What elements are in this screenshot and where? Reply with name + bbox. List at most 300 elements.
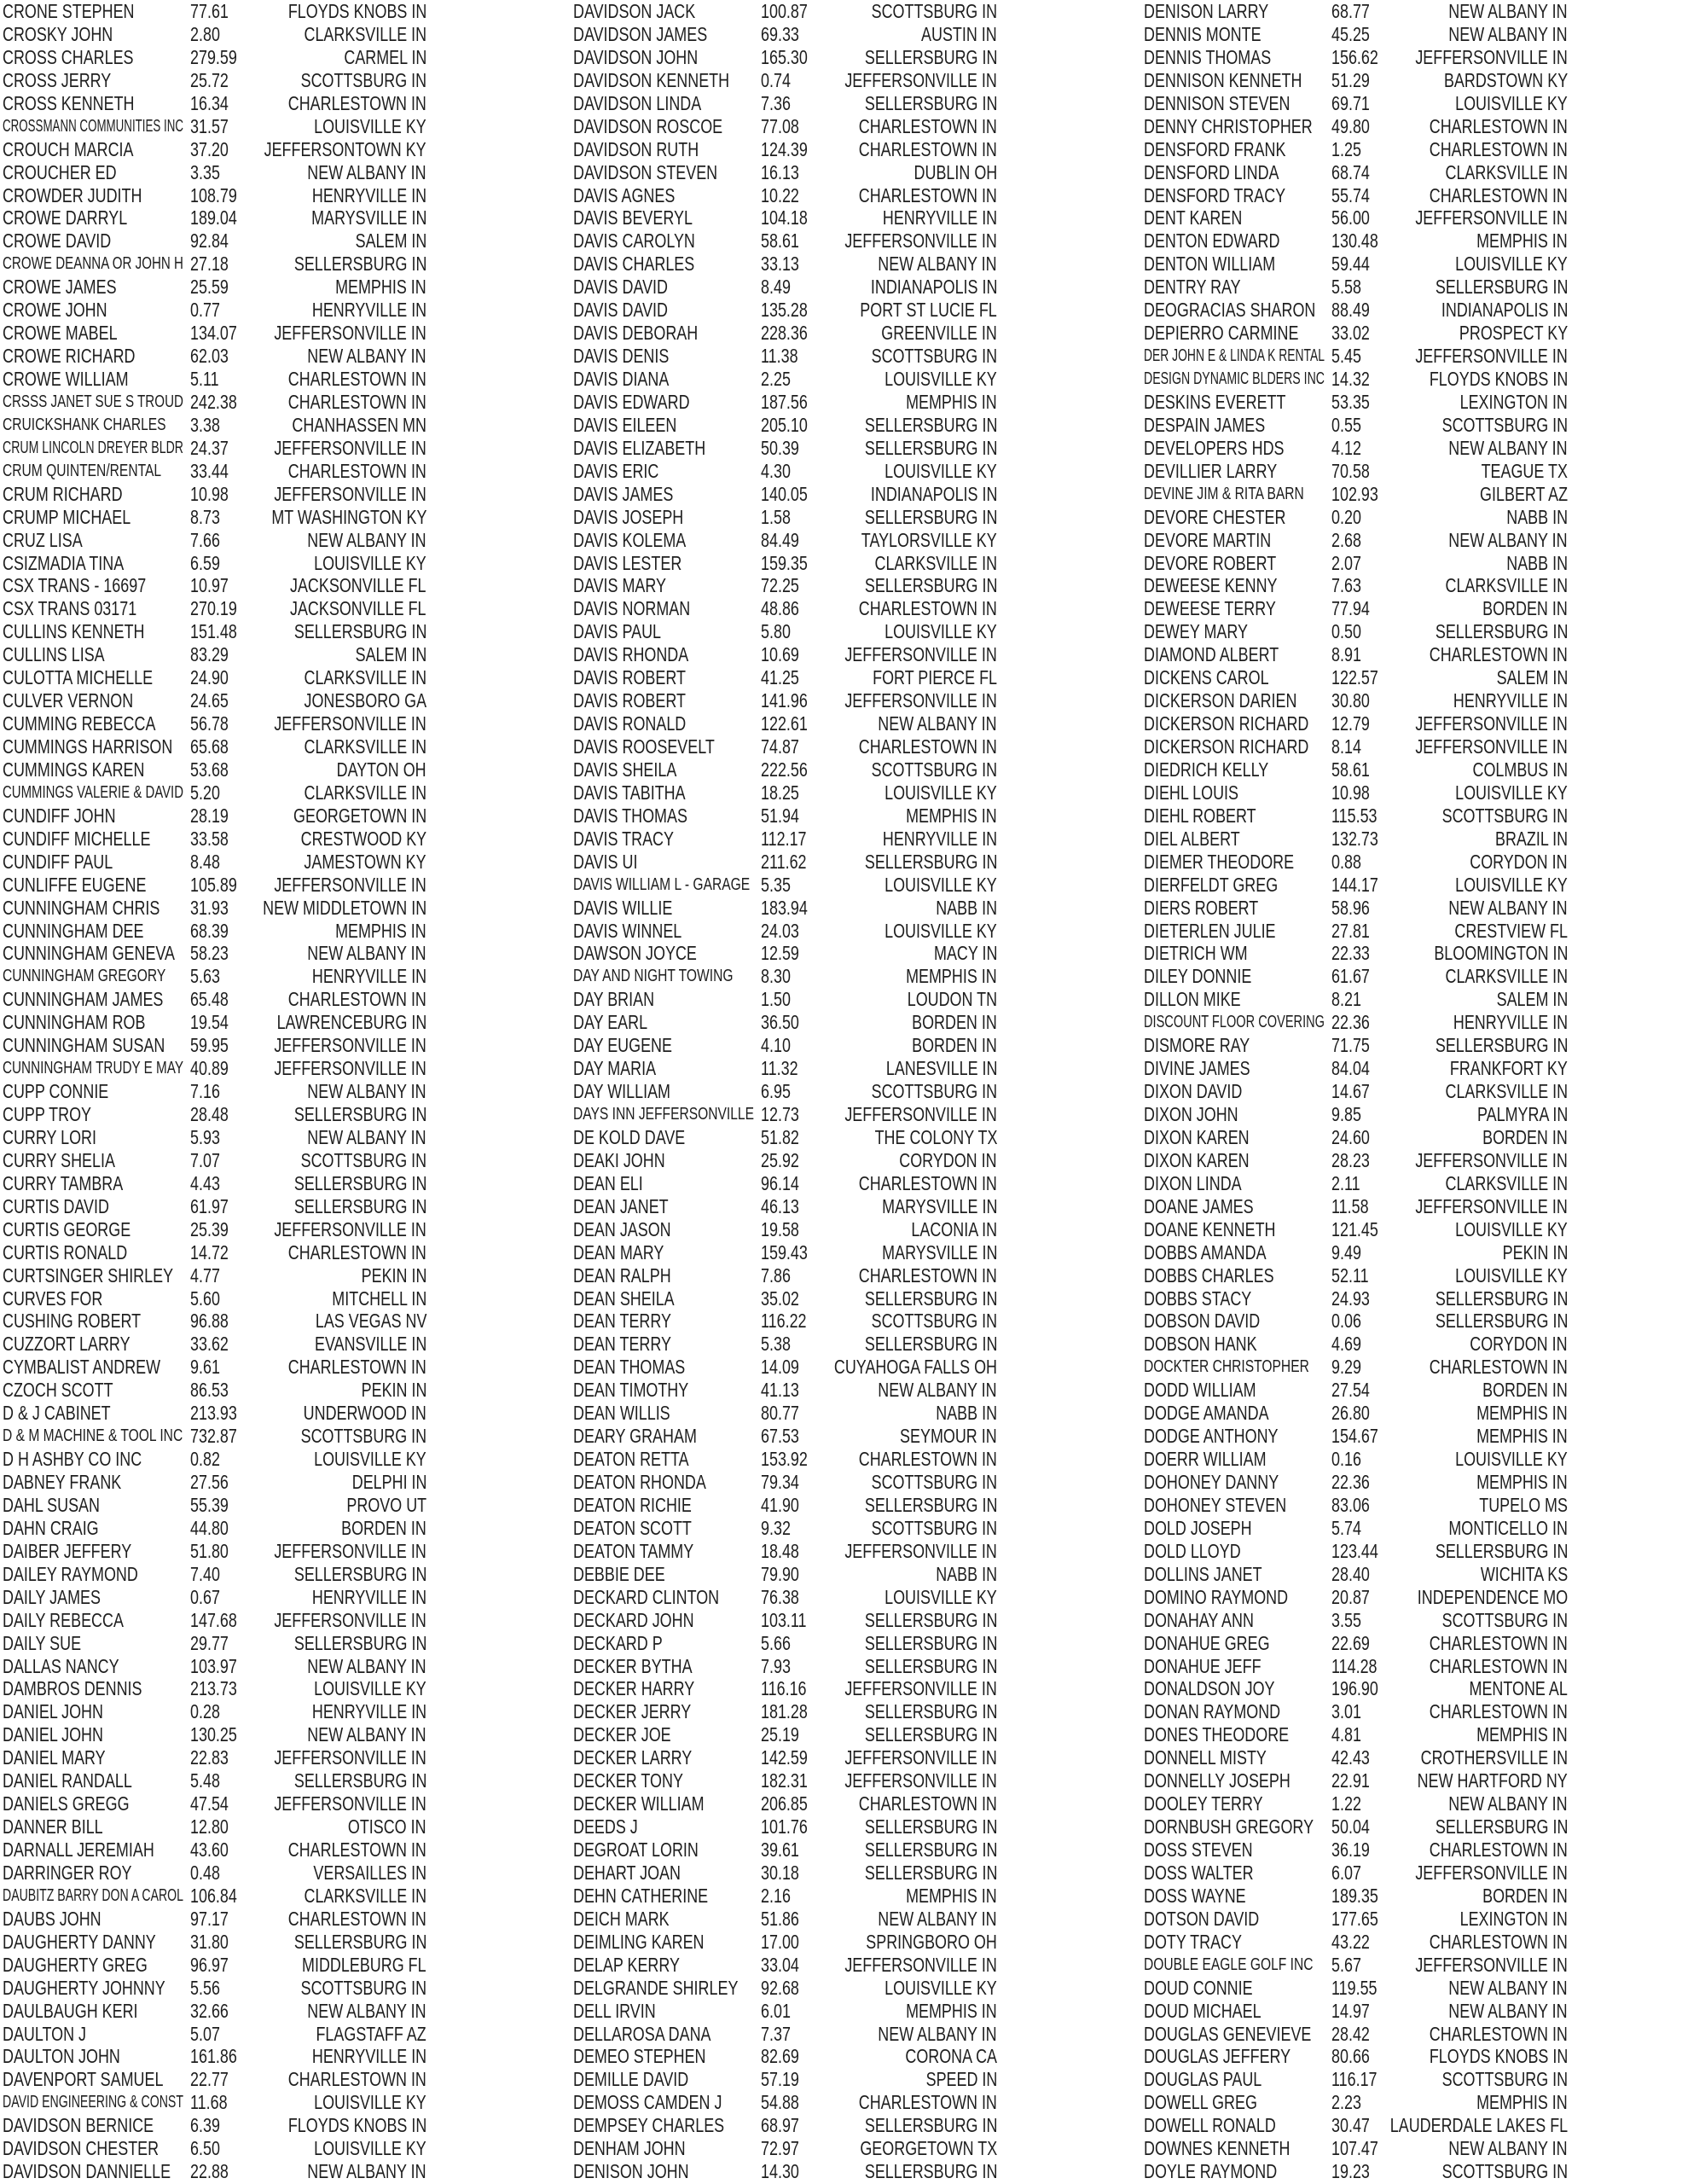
owner-name: DODD WILLIAM <box>1144 1379 1256 1402</box>
amount-value: 8.49 <box>761 276 791 299</box>
city-state: SCOTTSBURG IN <box>1441 2068 1568 2091</box>
owner-name: DEVELOPERS HDS <box>1144 436 1285 459</box>
city-state: CHANHASSEN MN <box>292 413 426 436</box>
list-item <box>573 597 997 620</box>
list-item <box>3 1218 426 1241</box>
amount-value: 58.61 <box>761 229 799 253</box>
amount-value: 5.35 <box>761 873 791 896</box>
amount-value: 58.61 <box>1331 758 1370 781</box>
amount-value: 123.44 <box>1331 1539 1378 1562</box>
list-item <box>573 529 997 552</box>
amount-value: 183.94 <box>761 896 808 919</box>
list-item <box>3 988 426 1011</box>
list-item <box>573 758 997 781</box>
amount-value: 39.61 <box>761 1838 799 1861</box>
city-state: UNDERWOOD IN <box>303 1402 426 1425</box>
list-item <box>1144 1080 1568 1103</box>
owner-name: DAVIS BEVERYL <box>573 206 693 229</box>
amount-value: 151.48 <box>190 620 237 643</box>
list-item <box>1144 988 1568 1011</box>
city-state: SELLERSBURG IN <box>293 1194 426 1217</box>
amount-value: 5.63 <box>190 965 220 988</box>
amount-value: 108.79 <box>190 183 237 206</box>
city-state: LEXINGTON IN <box>1459 1907 1568 1930</box>
list-item <box>1144 1218 1568 1241</box>
list-item <box>3 483 426 506</box>
owner-name: DAUGHERTY DANNY <box>3 1930 156 1953</box>
list-item <box>573 276 997 299</box>
list-item <box>1144 1103 1568 1126</box>
city-state: CHARLESTOWN IN <box>858 137 997 160</box>
amount-value: 5.07 <box>190 2022 220 2045</box>
city-state: SELLERSBURG IN <box>293 1562 426 1585</box>
owner-name: DECKER TONY <box>573 1769 683 1792</box>
owner-name: DIETERLEN JULIE <box>1144 919 1276 942</box>
list-item <box>1144 2068 1568 2091</box>
amount-value: 116.17 <box>1331 2068 1378 2091</box>
owner-name: DENNISON STEVEN <box>1144 91 1290 114</box>
amount-value: 9.29 <box>1331 1356 1361 1379</box>
amount-value: 16.13 <box>761 160 799 183</box>
list-item <box>3 1838 426 1862</box>
owner-name: DOLD JOSEPH <box>1144 1516 1252 1539</box>
list-item <box>3 920 426 943</box>
city-state: SELLERSBURG IN <box>864 1723 997 1746</box>
city-state: CORYDON IN <box>1470 850 1568 873</box>
list-item <box>573 483 997 506</box>
city-state: JEFFERSONVILLE IN <box>274 1746 426 1769</box>
city-state: PROSPECT KY <box>1459 322 1568 345</box>
city-state: VERSAILLES IN <box>313 1861 426 1884</box>
amount-value: 7.16 <box>190 1080 220 1103</box>
list-item <box>1144 1769 1568 1792</box>
list-item <box>573 1080 997 1103</box>
amount-value: 0.77 <box>190 299 220 322</box>
amount-value: 0.16 <box>1331 1448 1361 1471</box>
owner-name: DEMOSS CAMDEN J <box>573 2091 722 2114</box>
city-state: MARYSVILLE IN <box>881 1240 997 1263</box>
amount-value: 7.93 <box>761 1654 791 1677</box>
amount-value: 114.28 <box>1331 1654 1378 1677</box>
city-state: MT WASHINGTON KY <box>270 505 426 528</box>
owner-name: DIXON KAREN <box>1144 1148 1250 1171</box>
list-item <box>1144 2114 1568 2137</box>
city-state: LEXINGTON IN <box>1459 390 1568 413</box>
amount-value: 206.85 <box>761 1792 808 1815</box>
city-state: MONTICELLO IN <box>1448 1516 1568 1539</box>
amount-value: 59.95 <box>190 1034 229 1057</box>
city-state: SCOTTSBURG IN <box>871 0 997 22</box>
owner-name: DEMILLE DAVID <box>573 2068 689 2091</box>
list-item <box>1144 161 1568 184</box>
owner-name: DAVIS DEBORAH <box>573 322 699 345</box>
list-item <box>3 1746 426 1769</box>
amount-value: 122.57 <box>1331 666 1378 689</box>
owner-name: DEAN JANET <box>573 1194 669 1217</box>
list-item <box>1144 1609 1568 1632</box>
owner-name: DAVIS JAMES <box>573 482 674 505</box>
list-item <box>3 345 426 368</box>
list-item <box>1144 1264 1568 1287</box>
city-state: INDIANAPOLIS IN <box>870 482 997 505</box>
owner-name: DAY EUGENE <box>573 1034 672 1057</box>
list-item <box>3 2045 426 2068</box>
list-item <box>1144 2160 1568 2183</box>
owner-name: DAVIDSON JAMES <box>573 22 708 45</box>
city-state: SCOTTSBURG IN <box>300 1425 426 1448</box>
list-item <box>573 666 997 689</box>
list-item <box>1144 1126 1568 1149</box>
owner-name: DOBBS CHARLES <box>1144 1263 1274 1287</box>
city-state: JEFFERSONVILLE IN <box>1415 1861 1568 1884</box>
list-item <box>573 1792 997 1815</box>
amount-value: 68.74 <box>1331 160 1370 183</box>
list-item <box>573 391 997 414</box>
amount-value: 19.58 <box>761 1217 799 1240</box>
amount-value: 115.53 <box>1331 804 1378 827</box>
city-state: SELLERSBURG IN <box>293 1171 426 1194</box>
amount-value: 147.68 <box>190 1608 237 1631</box>
city-state: NEW ALBANY IN <box>307 160 426 183</box>
amount-value: 5.66 <box>761 1631 791 1654</box>
list-item <box>573 1195 997 1218</box>
amount-value: 28.40 <box>1331 1562 1370 1585</box>
city-state: SCOTTSBURG IN <box>1441 1608 1568 1631</box>
owner-name: DENSFORD LINDA <box>1144 160 1279 183</box>
city-state: SELLERSBURG IN <box>1435 1034 1568 1057</box>
city-state: JEFFERSONVILLE IN <box>274 1608 426 1631</box>
list-item <box>573 1241 997 1264</box>
amount-value: 33.02 <box>1331 322 1370 345</box>
city-state: CHARLESTOWN IN <box>1429 1838 1568 1861</box>
amount-value: 10.98 <box>1331 781 1370 804</box>
owner-name: DEWEESE TERRY <box>1144 597 1276 620</box>
amount-value: 1.25 <box>1331 137 1361 160</box>
list-item <box>573 1723 997 1746</box>
list-item <box>1144 1746 1568 1769</box>
amount-value: 41.25 <box>761 666 799 689</box>
owner-name: DEMPSEY CHARLES <box>573 2114 725 2137</box>
list-item <box>1144 1632 1568 1655</box>
owner-name: CROWE JOHN <box>3 299 107 322</box>
list-item <box>3 1057 426 1080</box>
owner-name: DENSFORD FRANK <box>1144 137 1286 160</box>
amount-value: 27.54 <box>1331 1379 1370 1402</box>
city-state: JACKSONVILLE FL <box>290 574 426 597</box>
city-state: LOUISVILLE KY <box>884 459 997 482</box>
amount-value: 70.58 <box>1331 459 1370 482</box>
city-state: TAYLORSVILLE KY <box>861 528 997 551</box>
city-state: NABB IN <box>936 896 997 919</box>
owner-name: DAVIS THOMAS <box>573 804 687 827</box>
owner-name: DOERR WILLIAM <box>1144 1448 1267 1471</box>
amount-value: 31.93 <box>190 896 229 919</box>
city-state: CLARKSVILLE IN <box>304 22 426 45</box>
city-state: JEFFERSONVILLE IN <box>274 873 426 896</box>
list-item <box>573 1815 997 1838</box>
owner-name: CROSS JERRY <box>3 68 112 91</box>
owner-name: CUNNINGHAM TRUDY E MAY <box>3 1059 183 1078</box>
list-item <box>3 2091 426 2114</box>
list-item <box>573 161 997 184</box>
owner-name: DELAP KERRY <box>573 1953 680 1976</box>
list-item <box>573 184 997 207</box>
amount-value: 228.36 <box>761 322 808 345</box>
amount-value: 100.87 <box>761 0 808 22</box>
owner-name: DENISON LARRY <box>1144 0 1269 22</box>
list-item <box>573 1448 997 1471</box>
city-state: CLARKSVILLE IN <box>304 1884 426 1907</box>
owner-name: DANIEL RANDALL <box>3 1769 132 1792</box>
owner-name: CUNDIFF MICHELLE <box>3 827 151 850</box>
amount-value: 5.60 <box>190 1287 220 1310</box>
amount-value: 2.80 <box>190 22 220 45</box>
list-item <box>573 897 997 920</box>
amount-value: 8.14 <box>1331 735 1361 758</box>
city-state: SCOTTSBURG IN <box>1441 2160 1568 2183</box>
list-item <box>3 414 426 437</box>
amount-value: 47.54 <box>190 1792 229 1815</box>
city-state: FORT PIERCE FL <box>873 666 997 689</box>
list-item <box>573 1908 997 1931</box>
city-state: NEW ALBANY IN <box>307 942 426 965</box>
owner-name: CURRY SHELIA <box>3 1148 115 1171</box>
city-state: MARYSVILLE IN <box>310 206 426 229</box>
list-item <box>3 2160 426 2183</box>
amount-value: 53.68 <box>190 758 229 781</box>
amount-value: 97.17 <box>190 1907 229 1930</box>
city-state: NEW ALBANY IN <box>307 528 426 551</box>
city-state: LOUISVILLE KY <box>1455 1217 1568 1240</box>
amount-value: 35.02 <box>761 1287 799 1310</box>
city-state: SELLERSBURG IN <box>864 45 997 68</box>
owner-name: DAUBITZ BARRY DON A CAROL <box>3 1885 184 1905</box>
list-item <box>3 1885 426 1908</box>
amount-value: 4.81 <box>1331 1723 1361 1746</box>
amount-value: 25.92 <box>761 1148 799 1171</box>
list-item <box>3 804 426 828</box>
city-state: SELLERSBURG IN <box>864 1815 997 1838</box>
city-state: JEFFERSONVILLE IN <box>274 1034 426 1057</box>
city-state: CHARLESTOWN IN <box>1429 137 1568 160</box>
amount-value: 28.23 <box>1331 1148 1370 1171</box>
city-state: CHARLESTOWN IN <box>287 2068 426 2091</box>
amount-value: 2.07 <box>1331 551 1361 574</box>
amount-value: 28.42 <box>1331 2022 1370 2045</box>
amount-value: 67.53 <box>761 1425 799 1448</box>
city-state: CHARLESTOWN IN <box>858 1792 997 1815</box>
city-state: SCOTTSBURG IN <box>871 1516 997 1539</box>
owner-name: DECKARD CLINTON <box>573 1585 720 1608</box>
amount-value: 5.20 <box>190 781 220 804</box>
city-state: CUYAHOGA FALLS OH <box>833 1356 997 1379</box>
owner-name: CRUMP MICHAEL <box>3 505 131 528</box>
list-item <box>3 2068 426 2091</box>
owner-name: DECKER WILLIAM <box>573 1792 705 1815</box>
city-state: TUPELO MS <box>1479 1493 1568 1516</box>
list-item <box>1144 1448 1568 1471</box>
amount-value: 77.61 <box>190 0 229 22</box>
city-state: JACKSONVILLE FL <box>290 597 426 620</box>
owner-name: DEAN ELI <box>573 1171 643 1194</box>
city-state: NEW ALBANY IN <box>878 1907 997 1930</box>
list-item <box>3 1402 426 1425</box>
amount-value: 0.50 <box>1331 620 1361 643</box>
amount-value: 22.91 <box>1331 1769 1370 1792</box>
list-item <box>573 874 997 897</box>
list-item <box>573 1931 997 1954</box>
amount-value: 270.19 <box>190 597 237 620</box>
amount-value: 106.84 <box>190 1884 237 1907</box>
list-item <box>573 115 997 138</box>
list-item <box>3 689 426 712</box>
list-item <box>573 1333 997 1356</box>
city-state: NEW ALBANY IN <box>878 1379 997 1402</box>
amount-value: 19.54 <box>190 1011 229 1034</box>
amount-value: 22.36 <box>1331 1011 1370 1034</box>
owner-name: DAULTON J <box>3 2022 87 2045</box>
owner-name: DIEMER THEODORE <box>1144 850 1295 873</box>
city-state: CHARLESTOWN IN <box>287 390 426 413</box>
amount-value: 51.94 <box>761 804 799 827</box>
owner-name: DAVIS EDWARD <box>573 390 690 413</box>
list-item <box>1144 1195 1568 1218</box>
list-item <box>573 1126 997 1149</box>
city-state: SCOTTSBURG IN <box>300 68 426 91</box>
amount-value: 205.10 <box>761 413 808 436</box>
owner-name: DOWNES KENNETH <box>1144 2137 1290 2160</box>
city-state: SELLERSBURG IN <box>864 413 997 436</box>
list-item <box>573 1034 997 1057</box>
list-item <box>1144 1310 1568 1333</box>
list-item <box>1144 23 1568 46</box>
city-state: CHARLESTOWN IN <box>858 183 997 206</box>
owner-name: DEAN THOMAS <box>573 1356 686 1379</box>
owner-name: CRONE STEPHEN <box>3 0 135 22</box>
city-state: CHARLESTOWN IN <box>1429 1930 1568 1953</box>
owner-name: CUNNINGHAM GENEVA <box>3 942 176 965</box>
amount-value: 112.17 <box>761 827 807 850</box>
list-item <box>1144 552 1568 575</box>
list-item <box>573 1632 997 1655</box>
amount-value: 7.66 <box>190 528 220 551</box>
list-item <box>3 1172 426 1195</box>
amount-value: 156.62 <box>1331 45 1378 68</box>
owner-name: DOTSON DAVID <box>1144 1907 1260 1930</box>
amount-value: 24.93 <box>1331 1287 1370 1310</box>
amount-value: 0.82 <box>190 1448 220 1471</box>
amount-value: 36.50 <box>761 1011 799 1034</box>
amount-value: 31.80 <box>190 1930 229 1953</box>
amount-value: 30.80 <box>1331 689 1370 712</box>
list-item <box>3 1425 426 1448</box>
list-item <box>3 1655 426 1678</box>
owner-name: CUZZORT LARRY <box>3 1333 130 1356</box>
city-state: LOUISVILLE KY <box>884 1976 997 1999</box>
city-state: JAMESTOWN KY <box>304 850 426 873</box>
amount-value: 222.56 <box>761 758 808 781</box>
city-state: NEW HARTFORD NY <box>1417 1769 1568 1792</box>
city-state: GREENVILLE IN <box>881 322 997 345</box>
city-state: LOUISVILLE KY <box>884 781 997 804</box>
owner-name: DICKERSON RICHARD <box>1144 735 1309 758</box>
list-item <box>1144 874 1568 897</box>
owner-name: CUNNINGHAM JAMES <box>3 988 164 1011</box>
list-item <box>3 666 426 689</box>
owner-name: DAVIDSON KENNETH <box>573 68 730 91</box>
list-item <box>1144 2137 1568 2160</box>
amount-value: 4.69 <box>1331 1333 1361 1356</box>
owner-name: CROSS CHARLES <box>3 45 134 68</box>
list-item <box>3 69 426 92</box>
unclaimed-property-list <box>3 0 1568 2183</box>
owner-name: DAVIDSON STEVEN <box>573 160 718 183</box>
city-state: DAYTON OH <box>337 758 426 781</box>
city-state: BORDEN IN <box>1482 597 1568 620</box>
list-item <box>573 206 997 229</box>
amount-value: 14.67 <box>1331 1080 1370 1103</box>
owner-name: DAUBS JOHN <box>3 1907 102 1930</box>
list-item <box>1144 483 1568 506</box>
amount-value: 102.93 <box>1331 482 1378 505</box>
list-item <box>3 1586 426 1609</box>
city-state: CHARLESTOWN IN <box>287 1907 426 1930</box>
amount-value: 65.48 <box>190 988 229 1011</box>
amount-value: 4.12 <box>1331 436 1361 459</box>
owner-name: DENNIS MONTE <box>1144 22 1262 45</box>
city-state: JONESBORO GA <box>304 689 426 712</box>
list-item <box>573 965 997 988</box>
list-item <box>3 1471 426 1494</box>
amount-value: 56.78 <box>190 712 229 735</box>
owner-name: DOSS WAYNE <box>1144 1884 1246 1907</box>
amount-value: 40.89 <box>190 1057 229 1080</box>
amount-value: 79.90 <box>761 1562 799 1585</box>
city-state: CHARLESTOWN IN <box>1429 1631 1568 1654</box>
amount-value: 6.01 <box>761 1999 791 2022</box>
city-state: DELPHI IN <box>351 1471 426 1493</box>
owner-name: DOYLE RAYMOND <box>1144 2160 1278 2183</box>
owner-name: DEAN TERRY <box>573 1310 671 1333</box>
list-item <box>1144 965 1568 988</box>
amount-value: 121.45 <box>1331 1217 1378 1240</box>
owner-name: DEBBIE DEE <box>573 1562 665 1585</box>
city-state: HENRYVILLE IN <box>311 1585 426 1608</box>
city-state: CORONA CA <box>905 2045 997 2068</box>
list-item <box>573 1149 997 1172</box>
city-state: SELLERSBURG IN <box>864 1333 997 1356</box>
amount-value: 105.89 <box>190 873 237 896</box>
list-item <box>573 620 997 643</box>
owner-name: DARRINGER ROY <box>3 1861 132 1884</box>
city-state: FLOYDS KNOBS IN <box>287 2114 426 2137</box>
list-item <box>3 1034 426 1057</box>
owner-name: DISCOUNT FLOOR COVERING <box>1144 1013 1325 1032</box>
list-item <box>1144 1563 1568 1586</box>
city-state: JEFFERSONVILLE IN <box>1415 712 1568 735</box>
city-state: CLARKSVILLE IN <box>1445 1171 1568 1194</box>
owner-name: DAVIDSON BERNICE <box>3 2114 154 2137</box>
amount-value: 177.65 <box>1331 1907 1378 1930</box>
owner-name: DOBBS AMANDA <box>1144 1240 1267 1263</box>
owner-name: DEVINE JIM & RITA BARN <box>1144 484 1304 503</box>
amount-value: 61.67 <box>1331 965 1370 988</box>
owner-name: DEHN CATHERINE <box>573 1884 709 1907</box>
city-state: JEFFERSONVILLE IN <box>844 1953 997 1976</box>
city-state: PALMYRA IN <box>1476 1103 1568 1125</box>
owner-name: DOUD MICHAEL <box>1144 1999 1262 2022</box>
owner-name: DAVIS SHEILA <box>573 758 677 781</box>
